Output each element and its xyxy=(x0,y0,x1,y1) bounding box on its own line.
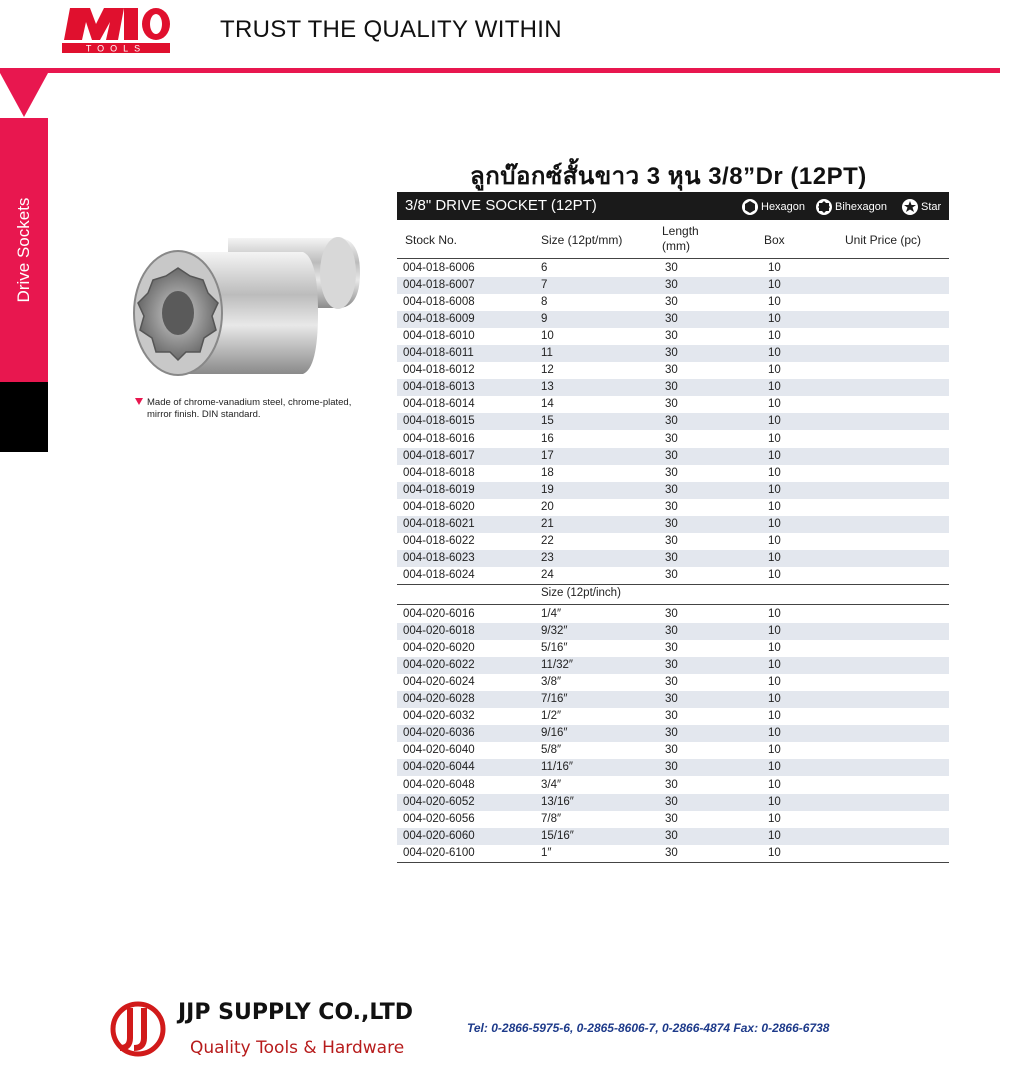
footer-company-name: JJP SUPPLY CO.,LTD xyxy=(178,1000,414,1025)
hexagon-icon xyxy=(741,198,759,216)
cell-length: 30 xyxy=(665,296,678,309)
footer-contact: Tel: 0-2866-5975-6, 0-2865-8606-7, 0-2866-4874 Fax: 0-2866-6738 xyxy=(467,1021,830,1035)
cell-size: 11/16″ xyxy=(541,761,573,774)
cell-box: 10 xyxy=(768,313,781,326)
cell-size: 13/16″ xyxy=(541,795,574,808)
table-row xyxy=(397,431,949,448)
cell-size: 9/32″ xyxy=(541,625,568,638)
table-header-bar xyxy=(397,192,949,220)
cell-box: 10 xyxy=(768,347,781,360)
table-rule xyxy=(397,604,949,605)
cell-size: 9/16″ xyxy=(541,727,568,740)
cell-stock-no: 004-020-6036 xyxy=(403,727,475,740)
socket-image xyxy=(128,218,368,378)
footer-subtitle: Quality Tools & Hardware xyxy=(190,1038,405,1058)
cell-box: 10 xyxy=(768,608,781,620)
sidebar-label: Drive Sockets xyxy=(14,197,33,303)
cell-size: 5/16″ xyxy=(541,642,568,655)
cell-size: 15/16″ xyxy=(541,829,574,842)
table-rule xyxy=(397,258,949,259)
table-row xyxy=(397,811,949,828)
cell-box: 10 xyxy=(768,279,781,292)
feature-note: Made of chrome-vanadium steel, chrome-plated, mirror finish. DIN standard. xyxy=(135,397,365,420)
cell-stock-no: 004-018-6010 xyxy=(403,330,475,343)
table-row xyxy=(397,260,949,277)
table-row xyxy=(397,499,949,516)
cell-length: 30 xyxy=(665,846,678,859)
cell-length: 30 xyxy=(665,778,678,791)
cell-length: 30 xyxy=(665,608,678,620)
table-row xyxy=(397,794,949,811)
cell-stock-no: 004-018-6011 xyxy=(403,347,474,360)
cell-stock-no: 004-018-6018 xyxy=(403,466,475,479)
cell-stock-no: 004-018-6021 xyxy=(403,517,475,530)
cell-length: 30 xyxy=(665,449,678,462)
cell-stock-no: 004-018-6006 xyxy=(403,262,475,274)
cell-length: 30 xyxy=(665,534,678,547)
cell-length: 30 xyxy=(665,398,678,411)
cell-box: 10 xyxy=(768,625,781,638)
cell-box: 10 xyxy=(768,812,781,825)
cell-size: 20 xyxy=(541,500,554,513)
cell-stock-no: 004-018-6009 xyxy=(403,313,475,326)
cell-size: 9 xyxy=(541,313,548,326)
cell-box: 10 xyxy=(768,517,781,530)
cell-box: 10 xyxy=(768,483,781,496)
cell-stock-no: 004-018-6012 xyxy=(403,364,475,377)
cell-stock-no: 004-018-6023 xyxy=(403,551,475,564)
table-row xyxy=(397,362,949,379)
cell-box: 10 xyxy=(768,795,781,808)
cell-length: 30 xyxy=(665,500,678,513)
cell-box: 10 xyxy=(768,642,781,655)
table-title: 3/8" DRIVE SOCKET (12PT) xyxy=(405,197,597,214)
cell-stock-no: 004-018-6019 xyxy=(403,483,475,496)
cell-stock-no: 004-018-6008 xyxy=(403,296,475,309)
cell-box: 10 xyxy=(768,381,781,394)
table-row xyxy=(397,777,949,794)
cell-size: 1/2″ xyxy=(541,710,562,723)
cell-size: 10 xyxy=(541,330,554,343)
table-row xyxy=(397,657,949,674)
cell-box: 10 xyxy=(768,330,781,343)
cell-length: 30 xyxy=(665,812,678,825)
cell-box: 10 xyxy=(768,829,781,842)
cell-stock-no: 004-020-6100 xyxy=(403,846,475,859)
cell-box: 10 xyxy=(768,659,781,672)
cell-length: 30 xyxy=(665,347,678,360)
cell-size: 19 xyxy=(541,483,554,496)
product-title-thai: ลูกบ๊อกซ์สั้นขาว 3 หุน 3/8”Dr (12PT) xyxy=(470,163,867,190)
cell-box: 10 xyxy=(768,710,781,723)
sidebar-block xyxy=(0,382,48,452)
table-row xyxy=(397,294,949,311)
cell-length: 30 xyxy=(665,829,678,842)
col-header-length: Length (mm) xyxy=(662,224,699,253)
table-row xyxy=(397,465,949,482)
cell-stock-no: 004-018-6017 xyxy=(403,449,475,462)
cell-stock-no: 004-020-6032 xyxy=(403,710,475,723)
cell-size: 7/16″ xyxy=(541,693,568,706)
table-row xyxy=(397,674,949,691)
cell-stock-no: 004-018-6024 xyxy=(403,568,475,581)
arrow-marker-icon xyxy=(0,73,48,117)
cell-stock-no: 004-020-6018 xyxy=(403,625,475,638)
jjp-logo xyxy=(110,998,166,1060)
table-row xyxy=(397,413,949,430)
cell-length: 30 xyxy=(665,568,678,581)
cell-box: 10 xyxy=(768,727,781,740)
legend-bihexagon: Bihexagon xyxy=(815,198,887,216)
cell-length: 30 xyxy=(665,517,678,530)
cell-stock-no: 004-018-6016 xyxy=(403,432,475,445)
cell-size: 3/8″ xyxy=(541,676,562,689)
cell-stock-no: 004-020-6044 xyxy=(403,761,475,774)
cell-box: 10 xyxy=(768,551,781,564)
cell-length: 30 xyxy=(665,710,678,723)
table-row xyxy=(397,533,949,550)
col-header-box: Box xyxy=(764,233,785,247)
cell-box: 10 xyxy=(768,568,781,581)
bullet-triangle-icon xyxy=(135,398,143,405)
cell-length: 30 xyxy=(665,693,678,706)
cell-stock-no: 004-018-6007 xyxy=(403,279,475,292)
table-row xyxy=(397,708,949,725)
cell-size: 16 xyxy=(541,432,554,445)
cell-box: 10 xyxy=(768,778,781,791)
table-row xyxy=(397,725,949,742)
cell-box: 10 xyxy=(768,534,781,547)
cell-length: 30 xyxy=(665,727,678,740)
cell-length: 30 xyxy=(665,381,678,394)
m10-logo xyxy=(62,6,172,54)
cell-stock-no: 004-020-6052 xyxy=(403,795,475,808)
cell-stock-no: 004-018-6015 xyxy=(403,415,475,428)
table-row xyxy=(397,759,949,776)
cell-size: 13 xyxy=(541,381,554,394)
tagline: TRUST THE QUALITY WITHIN xyxy=(220,16,562,43)
cell-box: 10 xyxy=(768,398,781,411)
table-row xyxy=(397,567,949,584)
table-row xyxy=(397,482,949,499)
cell-box: 10 xyxy=(768,761,781,774)
cell-box: 10 xyxy=(768,364,781,377)
cell-size: 14 xyxy=(541,398,554,411)
cell-box: 10 xyxy=(768,415,781,428)
cell-stock-no: 004-018-6013 xyxy=(403,381,475,394)
cell-box: 10 xyxy=(768,744,781,757)
cell-size: 5/8″ xyxy=(541,744,562,757)
cell-stock-no: 004-020-6028 xyxy=(403,693,475,706)
cell-size: 8 xyxy=(541,296,548,309)
table-row xyxy=(397,828,949,845)
inch-subheader: Size (12pt/inch) xyxy=(541,587,621,599)
table-row xyxy=(397,623,949,640)
cell-size: 3/4″ xyxy=(541,778,562,791)
col-header-price: Unit Price (pc) xyxy=(845,233,922,247)
cell-box: 10 xyxy=(768,296,781,309)
cell-length: 30 xyxy=(665,761,678,774)
table-row xyxy=(397,345,949,362)
cell-size: 1/4″ xyxy=(541,608,562,620)
col-header-size: Size (12pt/mm) xyxy=(541,233,623,247)
legend-star: Star xyxy=(901,198,941,216)
cell-stock-no: 004-020-6040 xyxy=(403,744,475,757)
cell-size: 11 xyxy=(541,347,553,360)
cell-box: 10 xyxy=(768,432,781,445)
cell-size: 7/8″ xyxy=(541,812,562,825)
cell-length: 30 xyxy=(665,432,678,445)
cell-size: 23 xyxy=(541,551,554,564)
cell-size: 17 xyxy=(541,449,554,462)
cell-size: 24 xyxy=(541,568,554,581)
svg-text:TOOLS: TOOLS xyxy=(85,43,147,54)
cell-size: 1″ xyxy=(541,846,552,859)
cell-length: 30 xyxy=(665,642,678,655)
cell-length: 30 xyxy=(665,795,678,808)
table-row xyxy=(397,606,949,623)
cell-size: 6 xyxy=(541,262,548,274)
cell-length: 30 xyxy=(665,676,678,689)
legend-hexagon: Hexagon xyxy=(741,198,805,216)
cell-size: 18 xyxy=(541,466,554,479)
cell-box: 10 xyxy=(768,262,781,274)
header-rule xyxy=(0,68,1000,73)
cell-stock-no: 004-018-6020 xyxy=(403,500,475,513)
cell-box: 10 xyxy=(768,846,781,859)
cell-length: 30 xyxy=(665,551,678,564)
table-row xyxy=(397,328,949,345)
table-row xyxy=(397,311,949,328)
cell-box: 10 xyxy=(768,676,781,689)
cell-length: 30 xyxy=(665,483,678,496)
cell-length: 30 xyxy=(665,313,678,326)
cell-box: 10 xyxy=(768,500,781,513)
cell-box: 10 xyxy=(768,449,781,462)
table-row xyxy=(397,277,949,294)
cell-box: 10 xyxy=(768,693,781,706)
cell-length: 30 xyxy=(665,330,678,343)
cell-length: 30 xyxy=(665,262,678,274)
cell-box: 10 xyxy=(768,466,781,479)
table-row xyxy=(397,396,949,413)
cell-size: 7 xyxy=(541,279,548,292)
table-rule xyxy=(397,862,949,863)
table-rule xyxy=(397,584,949,585)
table-row xyxy=(397,516,949,533)
cell-size: 12 xyxy=(541,364,554,377)
cell-length: 30 xyxy=(665,744,678,757)
table-row xyxy=(397,845,949,862)
cell-length: 30 xyxy=(665,659,678,672)
table-row xyxy=(397,448,949,465)
cell-stock-no: 004-020-6022 xyxy=(403,659,475,672)
cell-length: 30 xyxy=(665,364,678,377)
cell-length: 30 xyxy=(665,279,678,292)
col-header-stock: Stock No. xyxy=(405,233,458,247)
cell-stock-no: 004-020-6060 xyxy=(403,829,475,842)
table-row xyxy=(397,640,949,657)
cell-length: 30 xyxy=(665,466,678,479)
cell-stock-no: 004-020-6056 xyxy=(403,812,475,825)
table-row xyxy=(397,379,949,396)
table-row xyxy=(397,691,949,708)
cell-size: 11/32″ xyxy=(541,659,573,672)
table-row xyxy=(397,742,949,759)
cell-stock-no: 004-020-6016 xyxy=(403,608,475,620)
cell-stock-no: 004-020-6024 xyxy=(403,676,475,689)
cell-stock-no: 004-018-6022 xyxy=(403,534,475,547)
table-row xyxy=(397,550,949,567)
cell-size: 22 xyxy=(541,534,554,547)
cell-length: 30 xyxy=(665,625,678,638)
cell-size: 15 xyxy=(541,415,554,428)
cell-stock-no: 004-020-6020 xyxy=(403,642,475,655)
cell-stock-no: 004-020-6048 xyxy=(403,778,475,791)
cell-stock-no: 004-018-6014 xyxy=(403,398,475,411)
cell-size: 21 xyxy=(541,517,554,530)
cell-length: 30 xyxy=(665,415,678,428)
bihexagon-icon xyxy=(815,198,833,216)
star-icon xyxy=(901,198,919,216)
